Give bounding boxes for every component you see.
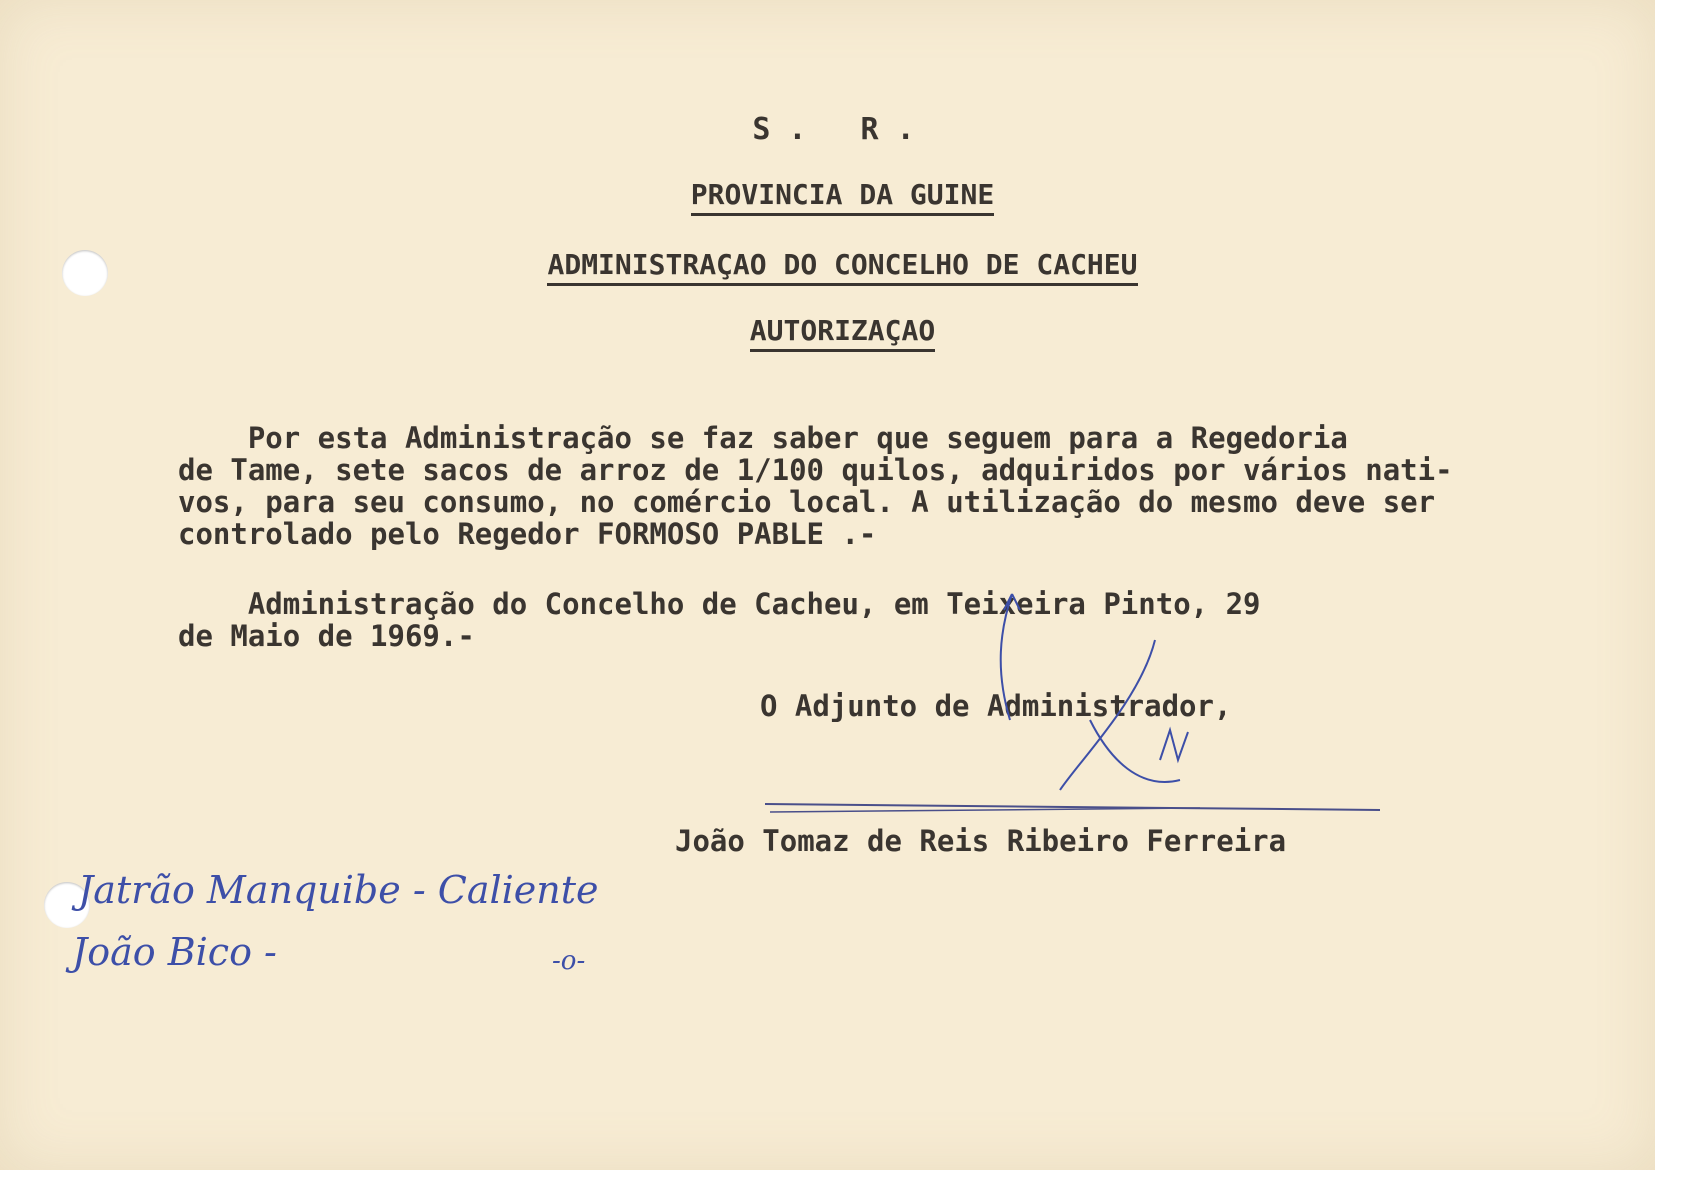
- body-line-3: vos, para seu consumo, no comércio local. A utilização do mesmo deve ser: [178, 485, 1436, 519]
- title-text: AUTORIZAÇAO: [750, 314, 935, 352]
- administration-text: ADMINISTRAÇAO DO CONCELHO DE CACHEU: [547, 248, 1137, 286]
- handwritten-note-line-2: João Bico -: [72, 930, 277, 974]
- handwritten-mark: -o-: [552, 946, 586, 976]
- body-line-4: controlado pelo Regedor FORMOSO PABLE .-: [178, 517, 877, 551]
- body-line-1: Por esta Administração se faz saber que seguem para a Regedoria: [178, 421, 1348, 455]
- date-line-2: de Maio de 1969.-: [178, 619, 475, 653]
- signatory-role: O Adjunto de Administrador,: [760, 689, 1232, 723]
- handwritten-note-line-1: Jatrão Manquibe - Caliente: [78, 868, 599, 912]
- body-line-2: de Tame, sete sacos de arroz de 1/100 quilos, adquiridos por vários nati-: [178, 453, 1453, 487]
- province-text: PROVINCIA DA GUINE: [691, 178, 994, 216]
- signatory-name: João Tomaz de Reis Ribeiro Ferreira: [675, 824, 1287, 858]
- date-line-1: Administração do Concelho de Cacheu, em Teixeira Pinto, 29: [178, 587, 1261, 621]
- header-sr: S. R.: [752, 112, 933, 147]
